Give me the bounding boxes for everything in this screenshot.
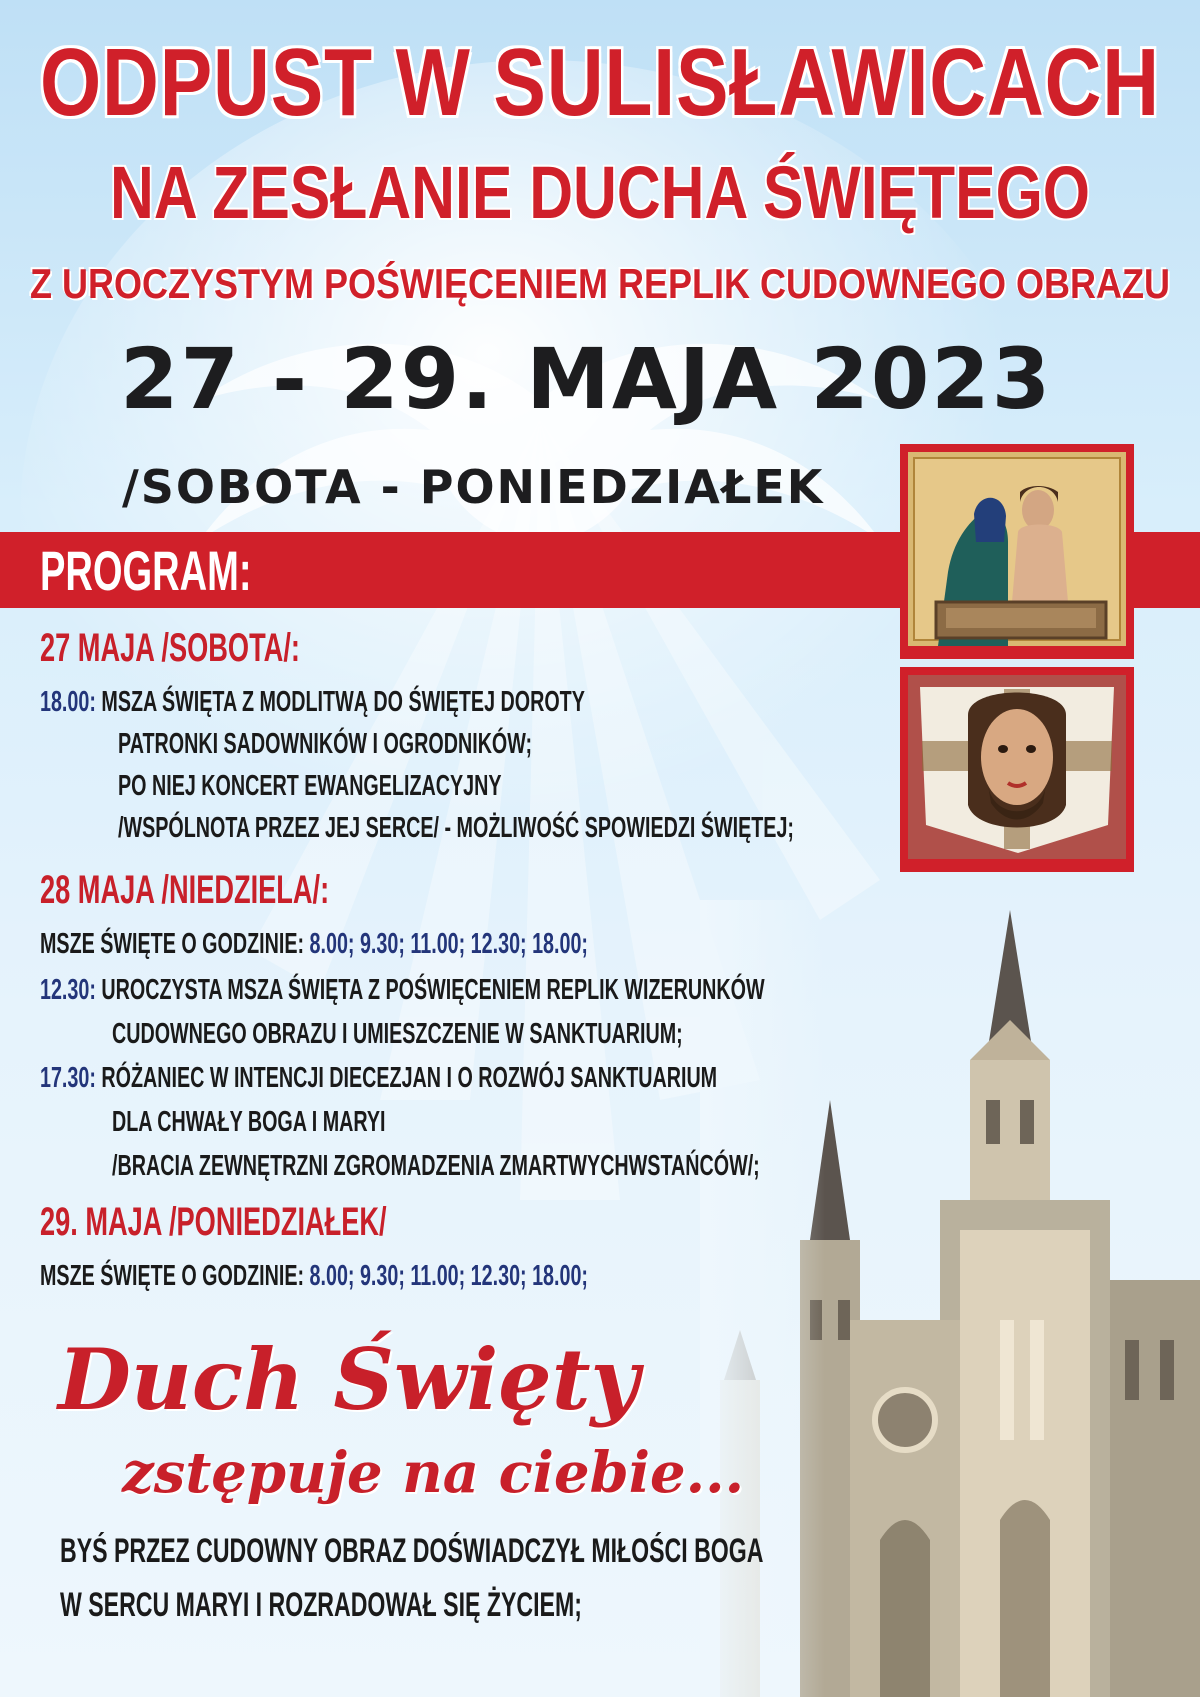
event-days: /SOBOTA - PONIEDZIAŁEK xyxy=(122,460,825,514)
slogan-line2: zstępuje na ciebie... xyxy=(122,1440,745,1506)
day1-entry1 xyxy=(40,686,585,719)
program-heading: PROGRAM: xyxy=(40,539,252,602)
day2-masses-label: MSZE ŚWIĘTE O GODZINIE: xyxy=(40,928,305,960)
event-dates: 27 - 29. MAJA 2023 xyxy=(120,330,1053,428)
day2-time1: 12.30: xyxy=(40,974,96,1006)
poster-tagline: Z UROCZYSTYM POŚWIĘCENIEM REPLIK CUDOWNEGO OBRAZU xyxy=(30,260,1171,307)
day2-text5: /BRACIA ZEWNĘTRZNI ZGROMADZENIA ZMARTWYCHWSTAŃCÓW/; xyxy=(112,1150,760,1182)
day3-masses xyxy=(40,1260,588,1293)
day2-entry2 xyxy=(40,1062,717,1095)
day2-text4: DLA CHWAŁY BOGA I MARYI xyxy=(112,1106,386,1138)
day1-text2: PATRONKI SADOWNIKÓW I OGRODNIKÓW; xyxy=(118,728,533,760)
day1-time1: 18.00: xyxy=(40,686,96,718)
day3-masses-times: 8.00; 9.30; 11.00; 12.30; 18.00; xyxy=(309,1260,588,1292)
church-illustration xyxy=(700,900,1200,1697)
poster-subtitle: NA ZESŁANIE DUCHA ŚWIĘTEGO xyxy=(110,151,1090,234)
day1-heading: 27 MAJA /SOBOTA/: xyxy=(40,626,300,670)
day2-text3: RÓŻANIEC W INTENCJI DIECEZJAN I O ROZWÓJ SANKTUARIUM xyxy=(101,1062,718,1094)
icons-column xyxy=(900,444,1134,880)
closing-line2: W SERCU MARYI I ROZRADOWAŁ SIĘ ŻYCIEM; xyxy=(60,1586,582,1624)
poster-title: ODPUST W SULISŁAWICACH xyxy=(40,29,1160,136)
day2-entry1 xyxy=(40,974,765,1007)
slogan-line1: Duch Święty xyxy=(58,1330,640,1429)
day1-text1: MSZA ŚWIĘTA Z MODLITWĄ DO ŚWIĘTEJ DOROTY xyxy=(101,686,585,718)
pieta-icon xyxy=(900,444,1134,659)
day1-text3: PO NIEJ KONCERT EWANGELIZACYJNY xyxy=(118,770,502,802)
day2-heading: 28 MAJA /NIEDZIELA/: xyxy=(40,868,330,912)
day2-text1: UROCZYSTA MSZA ŚWIĘTA Z POŚWIĘCENIEM REPLIK WIZERUNKÓW xyxy=(101,974,765,1006)
closing-line1: BYŚ PRZEZ CUDOWNY OBRAZ DOŚWIADCZYŁ MIŁOŚCI BOGA xyxy=(60,1532,764,1570)
holy-face-icon xyxy=(900,667,1134,872)
day2-time2: 17.30: xyxy=(40,1062,96,1094)
day2-text2: CUDOWNEGO OBRAZU I UMIESZCZENIE W SANKTUARIUM; xyxy=(112,1018,683,1050)
day3-heading: 29. MAJA /PONIEDZIAŁEK/ xyxy=(40,1200,387,1244)
day2-masses-times: 8.00; 9.30; 11.00; 12.30; 18.00; xyxy=(309,928,588,960)
day1-text4: /WSPÓLNOTA PRZEZ JEJ SERCE/ - MOŻLIWOŚĆ SPOWIEDZI ŚWIĘTEJ; xyxy=(118,812,794,844)
day3-masses-label: MSZE ŚWIĘTE O GODZINIE: xyxy=(40,1260,305,1292)
day2-masses xyxy=(40,928,588,961)
